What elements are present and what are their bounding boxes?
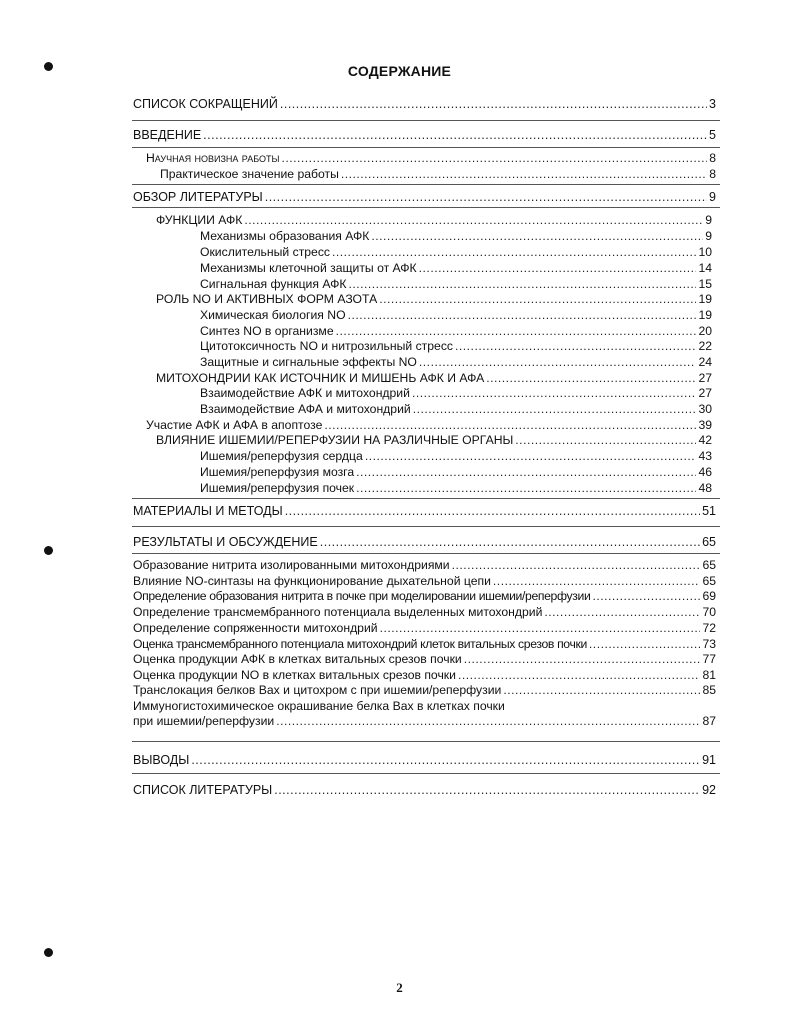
toc-entry-title: ВЫВОДЫ	[133, 753, 190, 767]
toc-entry-title: РЕЗУЛЬТАТЫ И ОБСУЖДЕНИЕ	[133, 535, 318, 549]
dot-leader	[419, 261, 697, 275]
dot-leader	[452, 558, 701, 572]
toc-entry-title-first-line: Иммуногистохимическое окрашивание белка Bax в клетках почки	[133, 699, 505, 713]
toc-entry[interactable]	[133, 753, 716, 767]
toc-entry[interactable]	[200, 308, 712, 322]
toc-entry-page: 85	[702, 683, 716, 697]
toc-entry-title: ФУНКЦИИ АФК	[156, 213, 243, 227]
dot-leader	[281, 151, 707, 165]
toc-entry-page: 24	[698, 355, 712, 369]
toc-entry[interactable]	[133, 574, 716, 588]
toc-entry-title: ОБЗОР ЛИТЕРАТУРЫ	[133, 190, 263, 204]
dot-leader	[464, 652, 701, 666]
toc-entry-title: Сигнальная функция АФК	[200, 277, 347, 291]
toc-entry[interactable]	[146, 151, 716, 165]
toc-entry[interactable]	[156, 371, 712, 385]
toc-entry-page: 43	[698, 449, 712, 463]
toc-entry-page: 22	[698, 339, 712, 353]
toc-entry-title: Определение образования нитрита в почке при моделировании ишемии/реперфузии	[133, 589, 591, 603]
dot-leader	[265, 190, 707, 204]
toc-entry[interactable]	[200, 465, 712, 479]
toc-entry[interactable]	[133, 589, 716, 603]
toc-entry-page: 20	[698, 324, 712, 338]
page-number: 2	[396, 980, 403, 995]
toc-entry[interactable]	[200, 324, 712, 338]
toc-entry-title: Ишемия/реперфузия мозга	[200, 465, 355, 479]
toc-entry-page: 3	[709, 97, 716, 111]
toc-entry-page: 9	[705, 213, 712, 227]
toc-entry[interactable]	[133, 605, 716, 619]
toc-entry-page: 87	[702, 714, 716, 728]
dot-leader	[380, 621, 701, 635]
dot-leader	[458, 668, 701, 682]
toc-entry-page: 8	[709, 151, 716, 165]
section-divider	[132, 526, 720, 527]
dot-leader	[191, 753, 700, 767]
dot-leader	[592, 589, 700, 603]
toc-entry-page: 19	[698, 292, 712, 306]
toc-entry-title: Ишемия/реперфузия почек	[200, 481, 355, 495]
dot-leader	[276, 714, 700, 728]
toc-entry-title: Химическая биология NO	[200, 308, 346, 322]
dot-leader	[356, 465, 696, 479]
toc-entry-title: Взаимодействие АФК и митохондрий	[200, 386, 410, 400]
toc-entry[interactable]	[200, 277, 712, 291]
toc-entry-page: 14	[698, 261, 712, 275]
toc-entry-page: 27	[698, 386, 712, 400]
toc-entry-page: 65	[702, 558, 716, 572]
dot-leader	[274, 783, 700, 797]
toc-entry-title: МАТЕРИАЛЫ И МЕТОДЫ	[133, 504, 283, 518]
toc-entry-page: 8	[709, 167, 716, 181]
toc-entry-title: Определение сопряженности митохондрий	[133, 621, 378, 635]
toc-entry-title: Научная новизна работы	[146, 151, 280, 165]
toc-entry-title: Определение трансмембранного потенциала выделенных митохондрий	[133, 605, 543, 619]
toc-entry[interactable]	[146, 418, 712, 432]
toc-entry[interactable]	[156, 433, 712, 447]
toc-entry-title: при ишемии/реперфузии	[133, 714, 275, 728]
toc-entry-page: 30	[698, 402, 712, 416]
toc-entry-page: 9	[705, 229, 712, 243]
dot-leader	[348, 277, 696, 291]
toc-entry[interactable]	[133, 637, 716, 651]
toc-entry-page: 72	[702, 621, 716, 635]
toc-entry-title: Практическое значение работы	[160, 167, 339, 181]
toc-entry[interactable]	[156, 292, 712, 306]
toc-entry-title: Взаимодействие АФА и митохондрий	[200, 402, 411, 416]
dot-leader	[324, 418, 696, 432]
dot-leader	[285, 504, 700, 518]
toc-entry[interactable]	[133, 190, 716, 204]
toc-entry[interactable]	[133, 714, 716, 728]
toc-entry-page: 9	[709, 190, 716, 204]
dot-leader	[348, 308, 697, 322]
dot-leader	[336, 324, 697, 338]
toc-entry[interactable]	[133, 97, 716, 111]
dot-leader	[544, 605, 700, 619]
dot-leader	[503, 683, 700, 697]
toc-entry[interactable]	[200, 355, 712, 369]
toc-entry-title: СПИСОК ЛИТЕРАТУРЫ	[133, 783, 273, 797]
toc-entry-title: Образование нитрита изолированными митохондриями	[133, 558, 450, 572]
toc-entry-page: 48	[698, 481, 712, 495]
toc-entry-page: 65	[702, 535, 716, 549]
dot-leader	[412, 386, 697, 400]
toc-entry-title: Синтез NO в организме	[200, 324, 334, 338]
section-divider	[132, 207, 720, 208]
toc-entry[interactable]	[133, 535, 716, 549]
dot-leader	[515, 433, 696, 447]
toc-entry-title: Цитотоксичность NO и нитрозильный стресс	[200, 339, 454, 353]
toc-entry[interactable]	[133, 621, 716, 635]
toc-entry-page: 39	[698, 418, 712, 432]
dot-leader	[455, 339, 696, 353]
toc-entry-title: Окислительный стресс	[200, 245, 331, 259]
toc-entry[interactable]	[156, 213, 712, 227]
section-divider	[132, 741, 720, 742]
dot-leader	[332, 245, 696, 259]
toc-entry[interactable]	[133, 504, 716, 518]
dot-leader	[203, 128, 707, 142]
dot-leader	[320, 535, 700, 549]
section-divider	[132, 553, 720, 554]
toc-entry-title: ВЛИЯНИЕ ИШЕМИИ/РЕПЕРФУЗИИ НА РАЗЛИЧНЫЕ ОРГАНЫ	[156, 433, 514, 447]
toc-entry[interactable]	[133, 783, 716, 797]
toc-entry-page: 46	[698, 465, 712, 479]
toc-entry[interactable]	[200, 386, 712, 400]
page-title: СОДЕРЖАНИЕ	[347, 63, 452, 79]
dot-leader	[419, 355, 697, 369]
toc-entry[interactable]	[133, 558, 716, 572]
toc-entry-page: 42	[698, 433, 712, 447]
toc-entry-page: 27	[698, 371, 712, 385]
toc-entry-page: 73	[702, 637, 716, 651]
toc-entry-page: 5	[709, 128, 716, 142]
toc-entry-title: СПИСОК СОКРАЩЕНИЙ	[133, 97, 278, 111]
toc-entry-title: РОЛЬ NO И АКТИВНЫХ ФОРМ АЗОТА	[156, 292, 378, 306]
toc-entry-page: 92	[702, 783, 716, 797]
toc-entry[interactable]	[200, 339, 712, 353]
toc-entry[interactable]	[133, 668, 716, 682]
toc-entry-page: 10	[698, 245, 712, 259]
toc-entry-title: МИТОХОНДРИИ КАК ИСТОЧНИК И МИШЕНЬ АФК И АФА	[156, 371, 485, 385]
toc-entry-title: Влияние NO-синтазы на функционирование дыхательной цепи	[133, 574, 491, 588]
toc-entry-page: 15	[698, 277, 712, 291]
dot-leader	[379, 292, 696, 306]
section-divider	[132, 498, 720, 499]
toc-entry[interactable]	[200, 449, 712, 463]
dot-leader	[486, 371, 696, 385]
toc-entry-title: Механизмы образования АФК	[200, 229, 370, 243]
toc-entry[interactable]	[200, 245, 712, 259]
toc-entry-page: 69	[702, 589, 716, 603]
dot-leader	[493, 574, 701, 588]
toc-entry-page: 81	[702, 668, 716, 682]
toc-entry[interactable]	[133, 128, 716, 142]
toc-entry-page: 51	[702, 504, 716, 518]
toc-entry[interactable]	[200, 229, 712, 243]
toc-entry-title: Оценка трансмембранного потенциала митохондрий клеток витальных срезов почки	[133, 637, 587, 651]
toc-entry-page: 19	[698, 308, 712, 322]
dot-leader	[244, 213, 703, 227]
dot-leader	[589, 637, 701, 651]
toc-entry-title: Защитные и сигнальные эффекты NO	[200, 355, 417, 369]
dot-leader	[280, 97, 707, 111]
section-divider	[132, 184, 720, 185]
section-divider	[132, 120, 720, 121]
toc-entry-title: Оценка продукции NO в клетках витальных срезов почки	[133, 668, 456, 682]
toc-entry-title: Транслокация белков Bax и цитохром c при ишемии/реперфузии	[133, 683, 502, 697]
toc-entry-page: 65	[702, 574, 716, 588]
toc-entry[interactable]	[133, 652, 716, 666]
toc-entry[interactable]	[200, 402, 712, 416]
toc-entry-title: Механизмы клеточной защиты от АФК	[200, 261, 417, 275]
section-divider	[132, 147, 720, 148]
toc-entry-title: ВВЕДЕНИЕ	[133, 128, 202, 142]
dot-leader	[356, 481, 696, 495]
dot-leader	[413, 402, 697, 416]
toc-entry-page: 77	[702, 652, 716, 666]
toc-entry[interactable]	[200, 481, 712, 495]
toc-entry[interactable]	[133, 683, 716, 697]
dot-leader	[341, 167, 707, 181]
toc-entry-title: Участие АФК и АФА в апоптозе	[146, 418, 323, 432]
toc-entry-title: Ишемия/реперфузия сердца	[200, 449, 363, 463]
section-divider	[132, 773, 720, 774]
toc-entry-title: Оценка продукции АФК в клетках витальных срезов почки	[133, 652, 462, 666]
toc-entry-page: 91	[702, 753, 716, 767]
dot-leader	[365, 449, 697, 463]
toc-entry[interactable]	[200, 261, 712, 275]
toc-entry[interactable]	[160, 167, 716, 181]
toc-entry-page: 70	[702, 605, 716, 619]
dot-leader	[371, 229, 703, 243]
